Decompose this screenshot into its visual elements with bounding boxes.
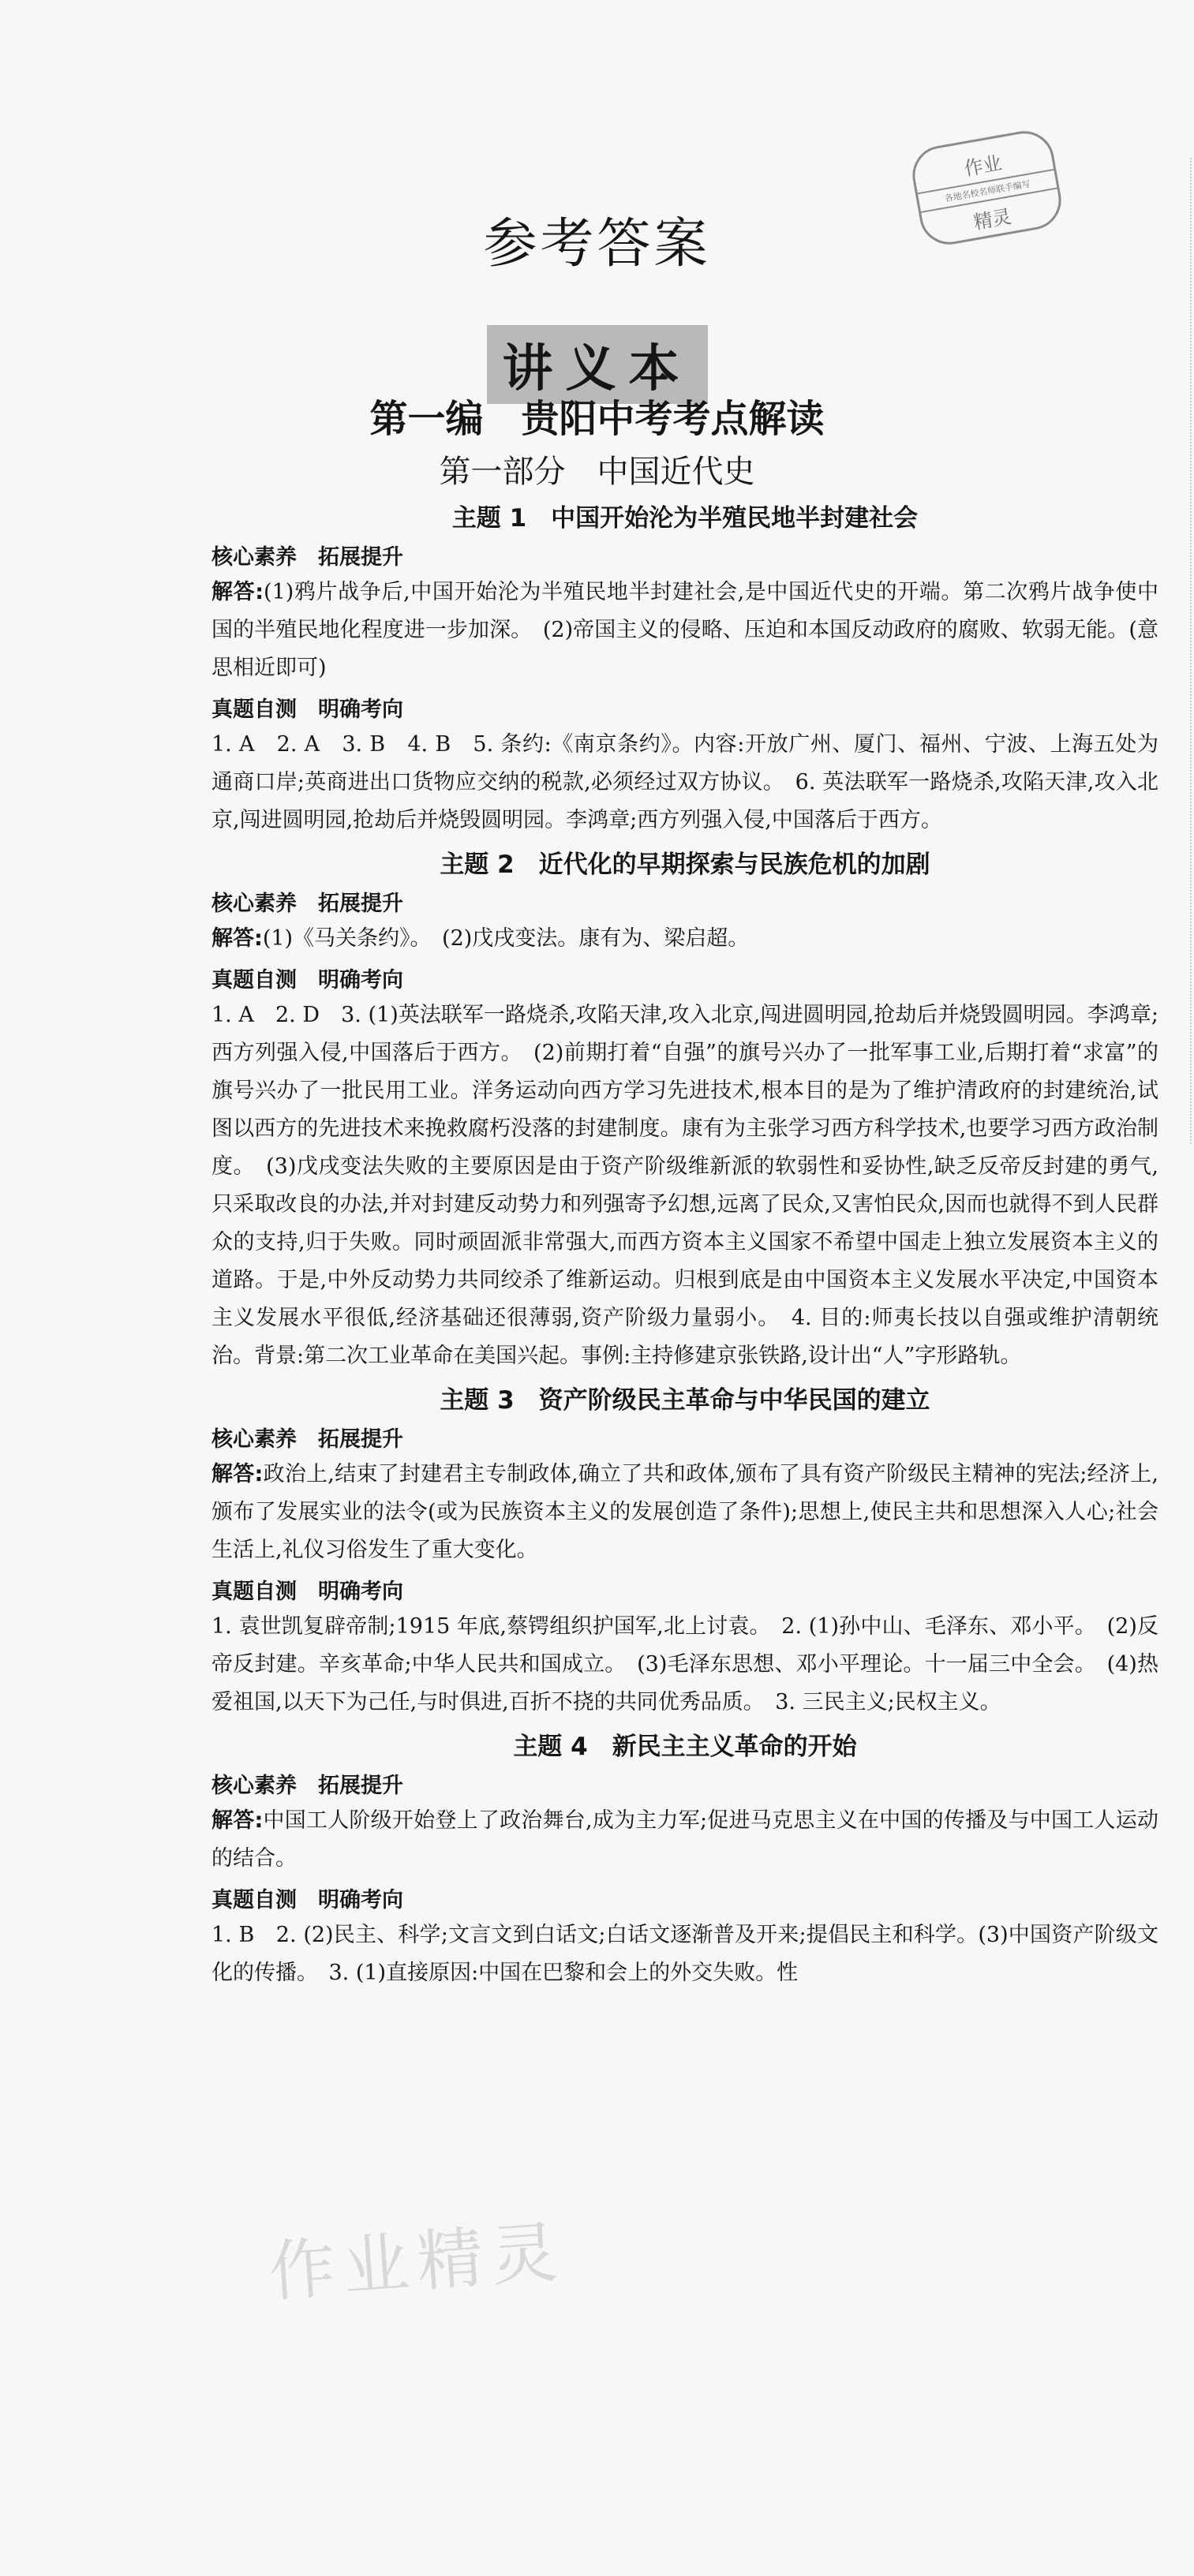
part-heading: 第一编 贵阳中考考点解读 xyxy=(369,397,825,441)
topic-2-title: 主题 2 近代化的早期探索与民族危机的加剧 xyxy=(440,851,930,879)
answer-text: (1)《马关条约》。 (2)戊戌变法。康有为、梁启超。 xyxy=(262,926,750,951)
stamp-top-text: 作业 xyxy=(962,151,1004,181)
topic-1-answer xyxy=(211,574,1158,687)
stamp-middle-text: 各地名校名师联手编写 xyxy=(918,169,1057,213)
watermark: 作业精灵 xyxy=(266,2212,568,2311)
topic-1-core-label: 核心素养 拓展提升 xyxy=(211,545,403,570)
topic-1-test-answers: 1. A 2. A 3. B 4. B 5. 条约:《南京条约》。内容:开放广州、厦门、福州、宁波、上海五处为通商口岸;英商进出口货物应交纳的税款,必须经过双方协议。 6. 英法联军一路烧杀,攻陷天津,攻入北京,闯进圆明园,抢劫后并烧毁圆明园。李鸿章;西方列强入侵,中国落后于西方。 xyxy=(211,732,1158,832)
topic-2-answer xyxy=(211,920,1158,958)
answer-text: 中国工人阶级开始登上了政治舞台,成为主力军;促进马克思主义在中国的传播及与中国工人运动的结合。 xyxy=(211,1808,1158,1871)
topic-2-core-label: 核心素养 拓展提升 xyxy=(211,892,403,916)
topic-1-title: 主题 1 中国开始沦为半殖民地半封建社会 xyxy=(451,504,919,533)
topic-3-test-label: 真题自测 明确考向 xyxy=(211,1580,403,1604)
chapter-heading: 第一部分 中国近代史 xyxy=(439,454,755,490)
topic-3-test-answers: 1. 袁世凯复辟帝制;1915 年底,蔡锷组织护国军,北上讨袁。 2. (1)孙中山、毛泽东、邓小平。 (2)反帝反封建。辛亥革命;中华人民共和国成立。 (3)毛泽东思想、邓小平理论。十一届三中全会。 (4)热爱祖国,以天下为己任,与时俱进,百折不挠的共同优秀品质。 3. 三民主义;民权主义。 xyxy=(211,1614,1158,1714)
topic-4-title: 主题 4 新民主主义革命的开始 xyxy=(513,1733,857,1761)
answer-prefix: 解答: xyxy=(211,1462,264,1486)
topic-2-test-label: 真题自测 明确考向 xyxy=(211,968,403,993)
stamp-bottom-text: 精灵 xyxy=(971,205,1013,234)
topic-3-title: 主题 3 资产阶级民主革命与中华民国的建立 xyxy=(440,1386,930,1415)
answer-content xyxy=(211,493,1158,1995)
margin-dotted-line xyxy=(1190,158,1192,1144)
topic-4-answer xyxy=(211,1802,1158,1878)
topic-1-test-label: 真题自测 明确考向 xyxy=(211,697,403,722)
answer-text: (1)鸦片战争后,中国开始沦为半殖民地半封建社会,是中国近代史的开端。第二次鸦片战争使中国的半殖民地化程度进一步加深。 (2)帝国主义的侵略、压迫和本国反动政府的腐败、软弱无能。(意思相近即可) xyxy=(211,580,1158,680)
answer-prefix: 解答: xyxy=(211,926,263,951)
topic-4-test-answers: 1. B 2. (2)民主、科学;文言文到白话文;白话文逐渐普及开来;提倡民主和科学。(3)中国资产阶级文化的传播。 3. (1)直接原因:中国在巴黎和会上的外交失败。性 xyxy=(211,1923,1158,1985)
answer-text: 政治上,结束了封建君主专制政体,确立了共和政体,颁布了具有资产阶级民主精神的宪法;经济上,颁布了发展实业的法令(或为民族资本主义的发展创造了条件);思想上,使民主共和思想深入人心;社会生活上,礼仪习俗发生了重大变化。 xyxy=(211,1462,1158,1562)
answer-prefix: 解答: xyxy=(211,1808,264,1833)
page-title: 参考答案 xyxy=(483,213,711,275)
topic-4-test-label: 真题自测 明确考向 xyxy=(211,1888,403,1912)
topic-3-answer xyxy=(211,1456,1158,1569)
topic-3-core-label: 核心素养 拓展提升 xyxy=(211,1427,403,1452)
section-banner: 讲义本 xyxy=(487,325,708,404)
topic-4-core-label: 核心素养 拓展提升 xyxy=(211,1774,403,1798)
answer-prefix: 解答: xyxy=(211,580,264,604)
topic-2-test-answers: 1. A 2. D 3. (1)英法联军一路烧杀,攻陷天津,攻入北京,闯进圆明园,抢劫后并烧毁圆明园。李鸿章;西方列强入侵,中国落后于西方。 (2)前期打着“自强”的旗号兴办了一批军事工业,后期打着“求富”的旗号兴办了一批民用工业。洋务运动向西方学习先进技术,根本目的是为了维护清政府的封建统治,试图以西方的先进技术来挽救腐朽没落的封建制度。康有为主张学习西方科学技术,也要学习西方政治制度。 (3)戊戌变法失败的主要原因是由于资产阶级维新派的软弱性和妥协性,缺乏反帝反封建的勇气,只采取改良的办法,并对封建反动势力和列强寄予幻想,远离了民众,又害怕民众,因而也就得不到人民群众的支持,归于失败。同时顽固派非常强大,而西方资本主义国家不希望中国走上独立发展资本主义的道路。于是,中外反动势力共同绞杀了维新运动。归根到底是由中国资本主义发展水平决定,中国资本主义发展水平很低,经济基础还很薄弱,资产阶级力量弱小。 4. 目的:师夷长技以自强或维护清朝统治。背景:第二次工业革命在美国兴起。事例:主持修建京张铁路,设计出“人”字形路轨。 xyxy=(211,1003,1158,1368)
